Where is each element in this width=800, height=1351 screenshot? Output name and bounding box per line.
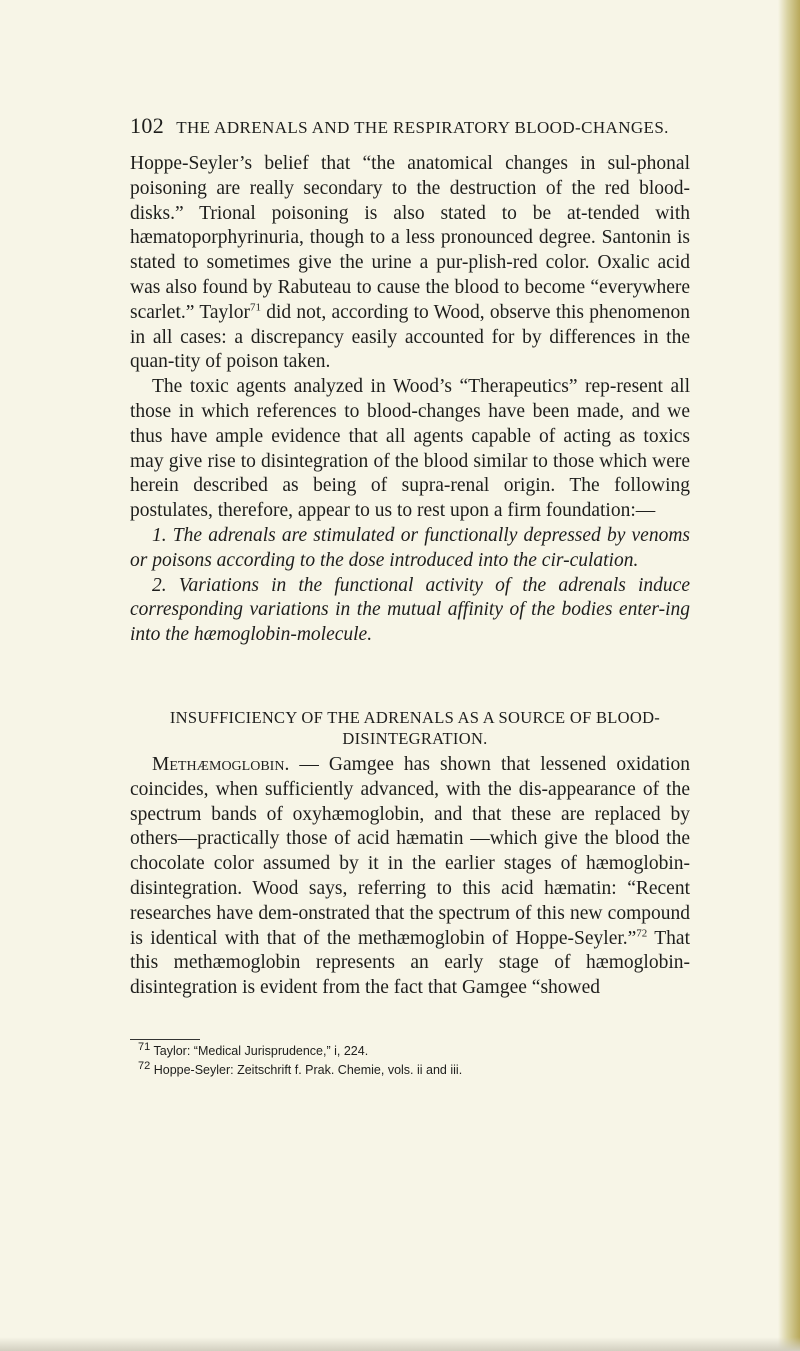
footnotes [130, 1042, 690, 1080]
postulate-2-text: 2. Variations in the functional activity of the adrenals induce corresponding variations in the mutual affinity of the bodies enter-ing into the hæmoglobin-molecule. [130, 574, 690, 646]
footnote-text: Taylor: “Medical Jurisprudence,” i, 224. [150, 1044, 369, 1058]
footnote-72 [130, 1061, 690, 1080]
footnote-number: 72 [138, 1059, 151, 1072]
section-body [130, 753, 690, 1001]
section-lead-in: Methæmoglobin. [152, 754, 290, 775]
body-text [130, 152, 690, 648]
footnote-text: Hoppe-Seyler: Zeitschrift f. Prak. Chemie, vols. ii and iii. [150, 1063, 463, 1077]
footnote-71 [130, 1042, 690, 1061]
footnote-rule [130, 1039, 200, 1040]
paragraph-1-text-a: Hoppe-Seyler’s belief that “the anatomical changes in sul-phonal poisoning are really secondary to the destruction of the red blood-disks.” Trional poisoning is also stated to be at-tended with hæmatoporphyrinuria, though to a less pronounced degree. Santonin is stated to sometimes give the urine a pur-plish-red color. Oxalic acid was also found by Rabuteau to cause the blood to become “everywhere scarlet.” Taylor [130, 153, 690, 323]
section-heading: INSUFFICIENCY OF THE ADRENALS AS A SOURCE OF BLOOD-DISINTEGRATION. [169, 708, 661, 748]
postulate-1-text: 1. The adrenals are stimulated or functionally depressed by venoms or poisons according to the dose introduced into the cir-culation. [130, 524, 690, 571]
section-text-b: That this methæmoglobin represents an early stage of hæmoglobin-disintegration is evident from the fact that Gamgee “showed [130, 927, 690, 999]
page-edge-shadow [778, 0, 800, 1351]
page-number: 102 [130, 113, 165, 138]
paragraph-1-text-b: did not, according to Wood, observe this phenomenon in all cases: a discrepancy easily accounted for by differences in the quan-tity of poison taken. [130, 301, 690, 373]
section-paragraph [130, 753, 690, 1001]
paragraph-2: The toxic agents analyzed in Wood’s “Therapeutics” rep-resent all those in which references to blood-changes have been made, and we thus have ample evidence that all agents capable of acting as toxics may give rise to disintegration of the blood similar to those which were herein described as being of supra-renal origin. The following postulates, therefore, appear to us to rest upon a firm foundation:— [130, 376, 690, 522]
footnote-number: 71 [138, 1040, 151, 1053]
postulate-1 [130, 524, 690, 574]
running-title: THE ADRENALS AND THE RESPIRATORY BLOOD-CHANGES. [176, 118, 669, 137]
footnote-ref-71: 71 [249, 301, 261, 314]
page-bottom-shadow [0, 1337, 800, 1351]
postulate-2 [130, 574, 690, 648]
footnote-ref-72: 72 [636, 927, 648, 940]
running-header [130, 113, 690, 143]
paragraph-1 [130, 152, 690, 375]
section-text-a: — Gamgee has shown that lessened oxidation coincides, when sufficiently advanced, with the dis-appearance of the spectrum bands of oxyhæmoglobin, and that these are replaced by others—practically those of acid hæmatin —which give the blood the chocolate color assumed by it in the earlier stages of hæmoglobin-disintegration. Wood says, referring to this acid hæmatin: “Recent researches have dem-onstrated that the spectrum of this new compound is identical with that of the methæmoglobin of Hoppe-Seyler.” [130, 754, 690, 949]
